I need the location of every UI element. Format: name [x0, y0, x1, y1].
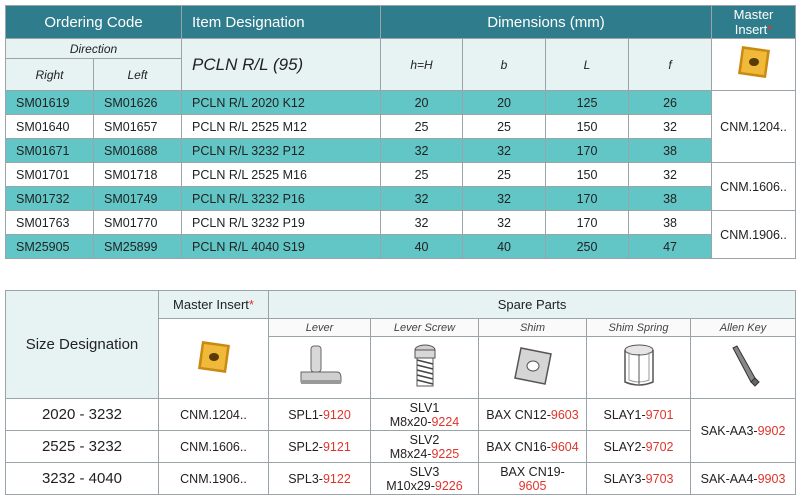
lever-screw-image	[371, 337, 479, 399]
table-row: SM01732 SM01749 PCLN R/L 3232 P16 32 32 170 38	[6, 187, 796, 211]
master-insert-cell: CNM.1906..	[712, 211, 796, 259]
allen-key-cell: SAK-AA3-9902	[691, 399, 796, 463]
shim-image	[479, 337, 587, 399]
lever-screw-header: Lever Screw	[371, 319, 479, 337]
dim-b-header: b	[463, 39, 546, 91]
allen-key-header: Allen Key	[691, 319, 796, 337]
right-label: Right	[6, 59, 94, 91]
allen-key-cell: SAK-AA4-9903	[691, 463, 796, 495]
shim-spring-icon	[619, 342, 659, 390]
dimensions-header: Dimensions (mm)	[381, 6, 712, 39]
master-insert-cell: CNM.1606..	[712, 163, 796, 211]
ordering-code-header: Ordering Code	[6, 6, 182, 39]
table-row: 2525 - 3232 CNM.1606.. SPL2-9121 SLV2 M8x24-9225 BAX CN16-9604 SLAY2-9702	[6, 431, 796, 463]
ordering-table	[5, 5, 796, 259]
master-insert-cell: CNM.1204..	[712, 91, 796, 163]
shim-spring-header: Shim Spring	[587, 319, 691, 337]
table-row: SM01763 SM01770 PCLN R/L 3232 P19 32 32 170 38 CNM.1906..	[6, 211, 796, 235]
master-insert-image-2	[159, 319, 269, 399]
table-row: 2020 - 3232 CNM.1204.. SPL1-9120 SLV1 M8x20-9224 BAX CN12-9603 SLAY1-9701 SAK-AA3-9902	[6, 399, 796, 431]
left-label: Left	[94, 59, 182, 91]
master-insert-image	[712, 39, 796, 91]
table-row: SM25905 SM25899 PCLN R/L 4040 S19 40 40 250 47	[6, 235, 796, 259]
shim-header: Shim	[479, 319, 587, 337]
dim-f-header: f	[629, 39, 712, 91]
dim-h-header: h=H	[381, 39, 463, 91]
direction-label: Direction	[6, 39, 182, 59]
table-row: SM01619 SM01626 PCLN R/L 2020 K12 20 20 125 26 CNM.1204..	[6, 91, 796, 115]
lever-header: Lever	[269, 319, 371, 337]
lever-screw-icon	[405, 342, 445, 390]
table-row: SM01701 SM01718 PCLN R/L 2525 M16 25 25 150 32 CNM.1606..	[6, 163, 796, 187]
table-row: 3232 - 4040 CNM.1906.. SPL3-9122 SLV3 M10x29-9226 BAX CN19- 9605 SLAY3-9703 SAK-AA4-9903	[6, 463, 796, 495]
master-insert-header: Master Insert*	[712, 6, 796, 39]
master-insert-header-2: Master Insert*	[159, 291, 269, 319]
table-row: SM01640 SM01657 PCLN R/L 2525 M12 25 25 150 32	[6, 115, 796, 139]
table-row: SM01671 SM01688 PCLN R/L 3232 P12 32 32 170 38	[6, 139, 796, 163]
shim-icon	[511, 344, 555, 388]
allen-key-icon	[725, 342, 761, 390]
designation-family: PCLN R/L (95)	[182, 39, 381, 91]
allen-key-image	[691, 337, 796, 399]
size-designation-header: Size Designation	[6, 291, 159, 399]
spare-parts-header: Spare Parts	[269, 291, 796, 319]
item-designation-header: Item Designation	[182, 6, 381, 39]
lever-icon	[295, 342, 345, 390]
dim-L-header: L	[546, 39, 629, 91]
shim-spring-image	[587, 337, 691, 399]
insert-icon	[734, 42, 774, 82]
insert-icon	[194, 337, 234, 377]
spare-parts-table	[5, 290, 796, 495]
lever-image	[269, 337, 371, 399]
